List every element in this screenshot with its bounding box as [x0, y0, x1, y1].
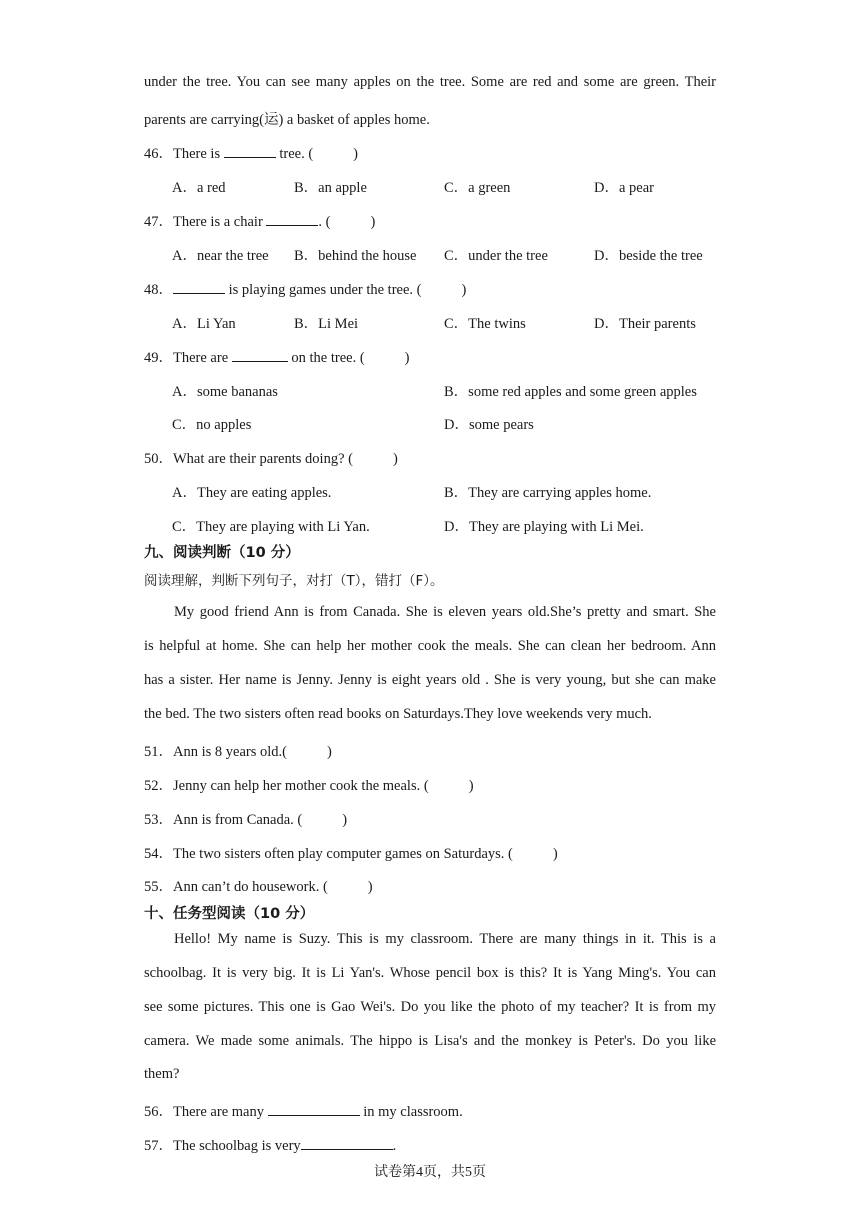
paren-close: )	[353, 146, 359, 162]
passage-line: parents are carrying(运) a basket of apples home.	[144, 112, 430, 128]
passage-line: under the tree. You can see many apples on the tree. Some are red and some are green. Their	[144, 74, 716, 90]
paren-close: )	[342, 812, 348, 828]
option-d[interactable]: D．beside the tree	[594, 248, 703, 264]
passage-line: camera. We made some animals. The hippo is Lisa's and the monkey is Peter's. Do you like	[144, 1033, 716, 1049]
question-46	[144, 142, 358, 163]
passage-line: them?	[144, 1066, 180, 1082]
section-title: 九、阅读判断（10 分）	[144, 545, 300, 561]
question-52	[144, 774, 474, 795]
paren-close: )	[552, 846, 558, 862]
paren-close: )	[367, 879, 373, 895]
question-text: tree. (	[279, 146, 314, 162]
option-b[interactable]: B．behind the house	[294, 248, 417, 264]
option-a[interactable]: A．near the tree	[172, 248, 269, 264]
question-number: 49．	[144, 350, 173, 366]
option-d[interactable]: D．Their parents	[594, 316, 696, 332]
question-number: 55．	[144, 879, 173, 895]
question-50	[144, 447, 398, 468]
option-b[interactable]: B．an apple	[294, 180, 367, 196]
section-instruction: 阅读理解，判断下列句子，对打（T），错打（F）。	[144, 573, 444, 589]
answer-blank[interactable]	[173, 280, 225, 294]
question-text: Ann is 8 years old.(	[173, 744, 287, 760]
question-55	[144, 875, 373, 896]
option-c[interactable]: C．The twins	[444, 316, 526, 332]
question-53	[144, 808, 347, 829]
question-49	[144, 346, 410, 367]
question-48	[144, 278, 466, 299]
paren-close: )	[468, 778, 474, 794]
question-54	[144, 842, 558, 863]
question-number: 57．	[144, 1138, 173, 1154]
option-c[interactable]: C．They are playing with Li Yan.	[172, 519, 370, 535]
question-number: 54．	[144, 846, 173, 862]
question-text: on the tree. (	[291, 350, 365, 366]
question-text: There is a chair	[173, 214, 263, 230]
paren-close: )	[404, 350, 410, 366]
paren-close: )	[370, 214, 376, 230]
question-number: 48．	[144, 282, 173, 298]
option-c[interactable]: C．a green	[444, 180, 511, 196]
question-text: Ann can’t do housework. (	[173, 879, 328, 895]
option-b[interactable]: B．some red apples and some green apples	[444, 384, 697, 400]
paren-close: )	[326, 744, 332, 760]
question-47	[144, 210, 375, 231]
question-text: .	[392, 1138, 397, 1154]
passage-line: is helpful at home. She can help her mother cook the meals. She can clean her bedroom. Ann	[144, 638, 716, 654]
option-c[interactable]: C．no apples	[172, 417, 252, 433]
page-footer: 试卷第4页，共5页	[374, 1165, 486, 1180]
question-text: There is	[173, 146, 221, 162]
question-text: The two sisters often play computer games on Saturdays. (	[173, 846, 513, 862]
question-56	[144, 1100, 463, 1121]
option-a[interactable]: A．They are eating apples.	[172, 485, 332, 501]
answer-blank[interactable]	[301, 1136, 393, 1150]
question-text: in my classroom.	[363, 1104, 463, 1120]
option-b[interactable]: B．They are carrying apples home.	[444, 485, 652, 501]
option-d[interactable]: D．They are playing with Li Mei.	[444, 519, 644, 535]
option-a[interactable]: A．a red	[172, 180, 226, 196]
answer-blank[interactable]	[224, 144, 276, 158]
passage-line: the bed. The two sisters often read books on Saturdays.They love weekends very much.	[144, 706, 652, 722]
answer-blank[interactable]	[268, 1102, 360, 1116]
option-a[interactable]: A．Li Yan	[172, 316, 236, 332]
question-57	[144, 1134, 396, 1155]
question-number: 53．	[144, 812, 173, 828]
answer-blank[interactable]	[266, 212, 318, 226]
question-51	[144, 740, 332, 761]
answer-blank[interactable]	[232, 348, 288, 362]
option-c[interactable]: C．under the tree	[444, 248, 548, 264]
question-number: 47．	[144, 214, 173, 230]
option-d[interactable]: D．a pear	[594, 180, 654, 196]
passage-line: schoolbag. It is very big. It is Li Yan's. Whose pencil box is this? It is Yang Ming's. You can	[144, 965, 716, 981]
paren-close: )	[461, 282, 467, 298]
option-b[interactable]: B．Li Mei	[294, 316, 359, 332]
question-text: . (	[318, 214, 331, 230]
passage-line: My good friend Ann is from Canada. She is eleven years old.She’s pretty and smart. She	[174, 604, 716, 620]
question-number: 51．	[144, 744, 173, 760]
question-text: There are	[173, 350, 229, 366]
passage-line: see some pictures. This one is Gao Wei's. Do you like the photo of my teacher? It is from my	[144, 999, 716, 1015]
question-text: Jenny can help her mother cook the meals. (	[173, 778, 429, 794]
question-text: There are many	[173, 1104, 264, 1120]
question-text: What are their parents doing? (	[173, 451, 353, 467]
paren-close: )	[392, 451, 398, 467]
question-number: 52．	[144, 778, 173, 794]
section-title: 十、任务型阅读（10 分）	[144, 906, 315, 922]
question-number: 50．	[144, 451, 173, 467]
question-number: 46．	[144, 146, 173, 162]
question-text: is playing games under the tree. (	[228, 282, 422, 298]
option-d[interactable]: D．some pears	[444, 417, 534, 433]
passage-line: Hello! My name is Suzy. This is my classroom. There are many things in it. This is a	[174, 931, 716, 947]
option-a[interactable]: A．some bananas	[172, 384, 278, 400]
question-number: 56．	[144, 1104, 173, 1120]
question-text: The schoolbag is very	[173, 1138, 301, 1154]
question-text: Ann is from Canada. (	[173, 812, 303, 828]
passage-line: has a sister. Her name is Jenny. Jenny is eight years old . She is very young, but she can make	[144, 672, 716, 688]
